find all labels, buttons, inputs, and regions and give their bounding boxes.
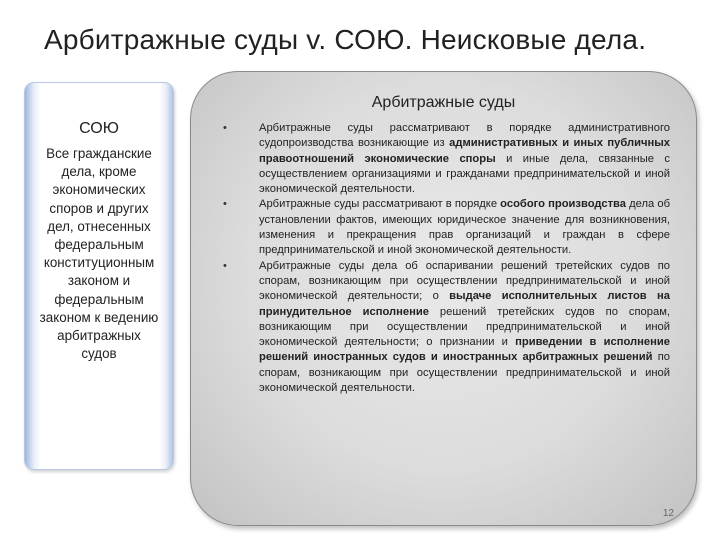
soyu-panel (24, 82, 174, 470)
soyu-heading: СОЮ (79, 120, 119, 137)
bullet-bold-text: выдаче исполнительных листов на принудительное исполнение (259, 290, 670, 318)
bullet-icon: • (223, 198, 227, 211)
bullet-item (223, 259, 670, 397)
bullet-text: по спорам, возникающим при осуществлении предпринимательской и иной экономической деятельности. (259, 351, 670, 395)
bullet-text: и иные дела, связанные с осуществлением организациями и гражданами предпринимательской и иной экономической деятельности. (259, 152, 670, 196)
bullet-text: решений третейских судов по спорам, возникающим при осуществлении предпринимательской и иной экономической деятельности; о признании и (259, 305, 671, 349)
bullet-item (223, 197, 670, 258)
bullet-text: Арбитражные суды рассматривают в порядке административного судопроизводства возникающие из (259, 122, 670, 150)
bullet-icon: • (223, 122, 227, 134)
soyu-description: Все гражданские дела, кроме экономических споров и других дел, отнесенных федеральным конституционным законом и федеральным законом к ведению арбитражных судов (39, 146, 159, 362)
bullet-item (223, 121, 670, 197)
bullet-text: дела об установлении фактов, имеющих юридическое значение для возникновения, изменения и прекращения прав организаций и граждан в сфере предпринимательской и иной экономической деятельности. (259, 198, 671, 257)
arbitration-courts-heading: Арбитражные суды (371, 94, 516, 111)
arbitration-bullet-list (223, 121, 670, 396)
bullet-text: Арбитражные суды рассматривают в порядке (259, 198, 501, 211)
bullet-text: Арбитражные суды дела об оспаривании решений третейских судов по спорам, возникающим при осуществлении предпринимательской и иной экономической деятельности; о (259, 259, 670, 303)
page-number: 12 (662, 508, 674, 519)
bullet-bold-text: административных и иных публичных правоотношений экономические споры (259, 137, 670, 165)
arbitration-courts-panel (190, 71, 697, 526)
bullet-icon: • (223, 259, 227, 272)
slide-title: Арбитражные суды v. СОЮ. Неисковые дела. (44, 24, 647, 55)
bullet-bold-text: особого производства (500, 198, 627, 211)
bullet-bold-text: приведении в исполнение решений иностранных судов и иностранных арбитражных решений (259, 336, 670, 364)
